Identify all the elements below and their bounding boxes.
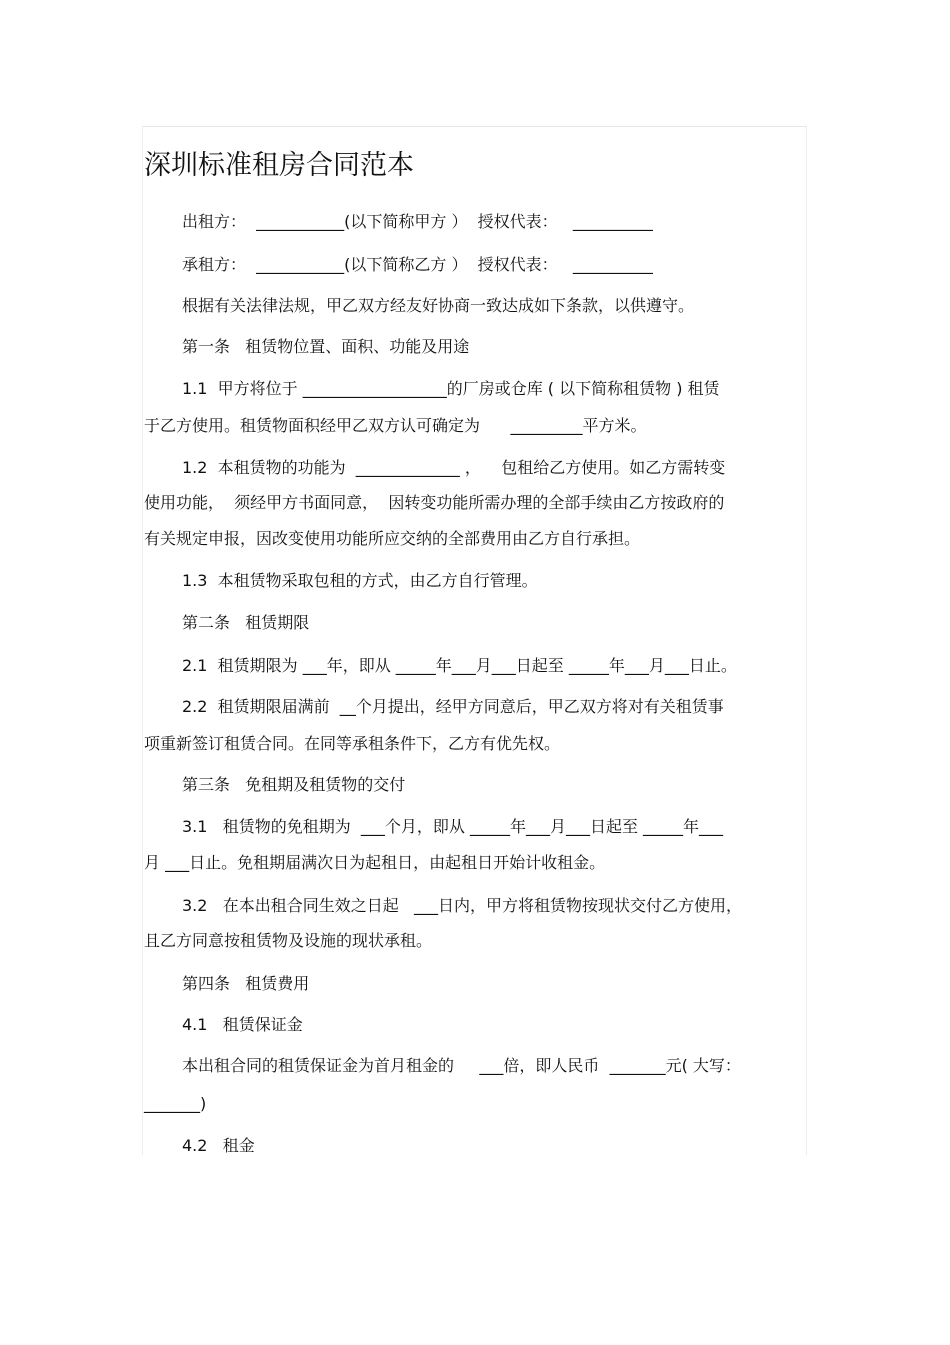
page-frame [142,126,807,1155]
deposit-line-2: _______) [144,1094,207,1113]
clause-4-2-heading: 4.2 租金 [182,1136,255,1155]
clause-3-1-line-2: 月 ___日止。免租期届满次日为起租日，由起租日开始计收租金。 [144,853,606,872]
article-3-heading: 第三条 免租期及租赁物的交付 [182,775,406,794]
clause-1-1-line-1: 1.1 甲方将位于 __________________的厂房或仓库 ( 以下简称租赁物 ) 租赁 [182,379,720,398]
clause-1-3-line: 1.3 本租赁物采取包租的方式，由乙方自行管理。 [182,571,538,590]
clause-2-2-line-1: 2.2 租赁期限届满前 __个月提出，经甲方同意后，甲乙双方将对有关租赁事 [182,697,724,716]
clause-1-2-line-2: 使用功能， 须经甲方书面同意， 因转变功能所需办理的全部手续由乙方按政府的 [144,493,725,512]
lessee-line: 承租方： ___________(以下简称乙方 ） 授权代表： __________ [182,255,653,274]
preamble-line: 根据有关法律法规，甲乙双方经友好协商一致达成如下条款，以供遵守。 [182,296,695,315]
clause-1-2-line-3: 有关规定申报，因改变使用功能所应交纳的全部费用由乙方自行承担。 [144,529,641,548]
article-2-heading: 第二条 租赁期限 [182,613,310,632]
deposit-line-1: 本出租合同的租赁保证金为首月租金的 ___倍，即人民币 _______元( 大写： [182,1056,741,1075]
lessor-line: 出租方： ___________(以下简称甲方 ） 授权代表： __________ [182,212,653,231]
article-4-heading: 第四条 租赁费用 [182,974,310,993]
document-title: 深圳标准租房合同范本 [144,150,414,181]
article-1-heading: 第一条 租赁物位置、面积、功能及用途 [182,337,470,356]
clause-4-1-heading: 4.1 租赁保证金 [182,1015,303,1034]
clause-2-1-line: 2.1 租赁期限为 ___年，即从 _____年___月___日起至 _____年___月___日止。 [182,656,737,675]
clause-1-2-line-1: 1.2 本租赁物的功能为 _____________ ， 包租给乙方使用。如乙方需转变 [182,458,726,477]
clause-2-2-line-2: 项重新签订租赁合同。在同等承租条件下，乙方有优先权。 [144,734,561,753]
clause-3-2-line-2: 且乙方同意按租赁物及设施的现状承租。 [144,931,433,950]
clause-3-2-line-1: 3.2 在本出租合同生效之日起 ___日内，甲方将租赁物按现状交付乙方使用， [182,896,742,915]
clause-3-1-line-1: 3.1 租赁物的免租期为 ___个月，即从 _____年___月___日起至 _____年___ [182,817,724,836]
clause-1-1-line-2: 于乙方使用。租赁物面积经甲乙双方认可确定为 _________平方米。 [144,416,647,435]
